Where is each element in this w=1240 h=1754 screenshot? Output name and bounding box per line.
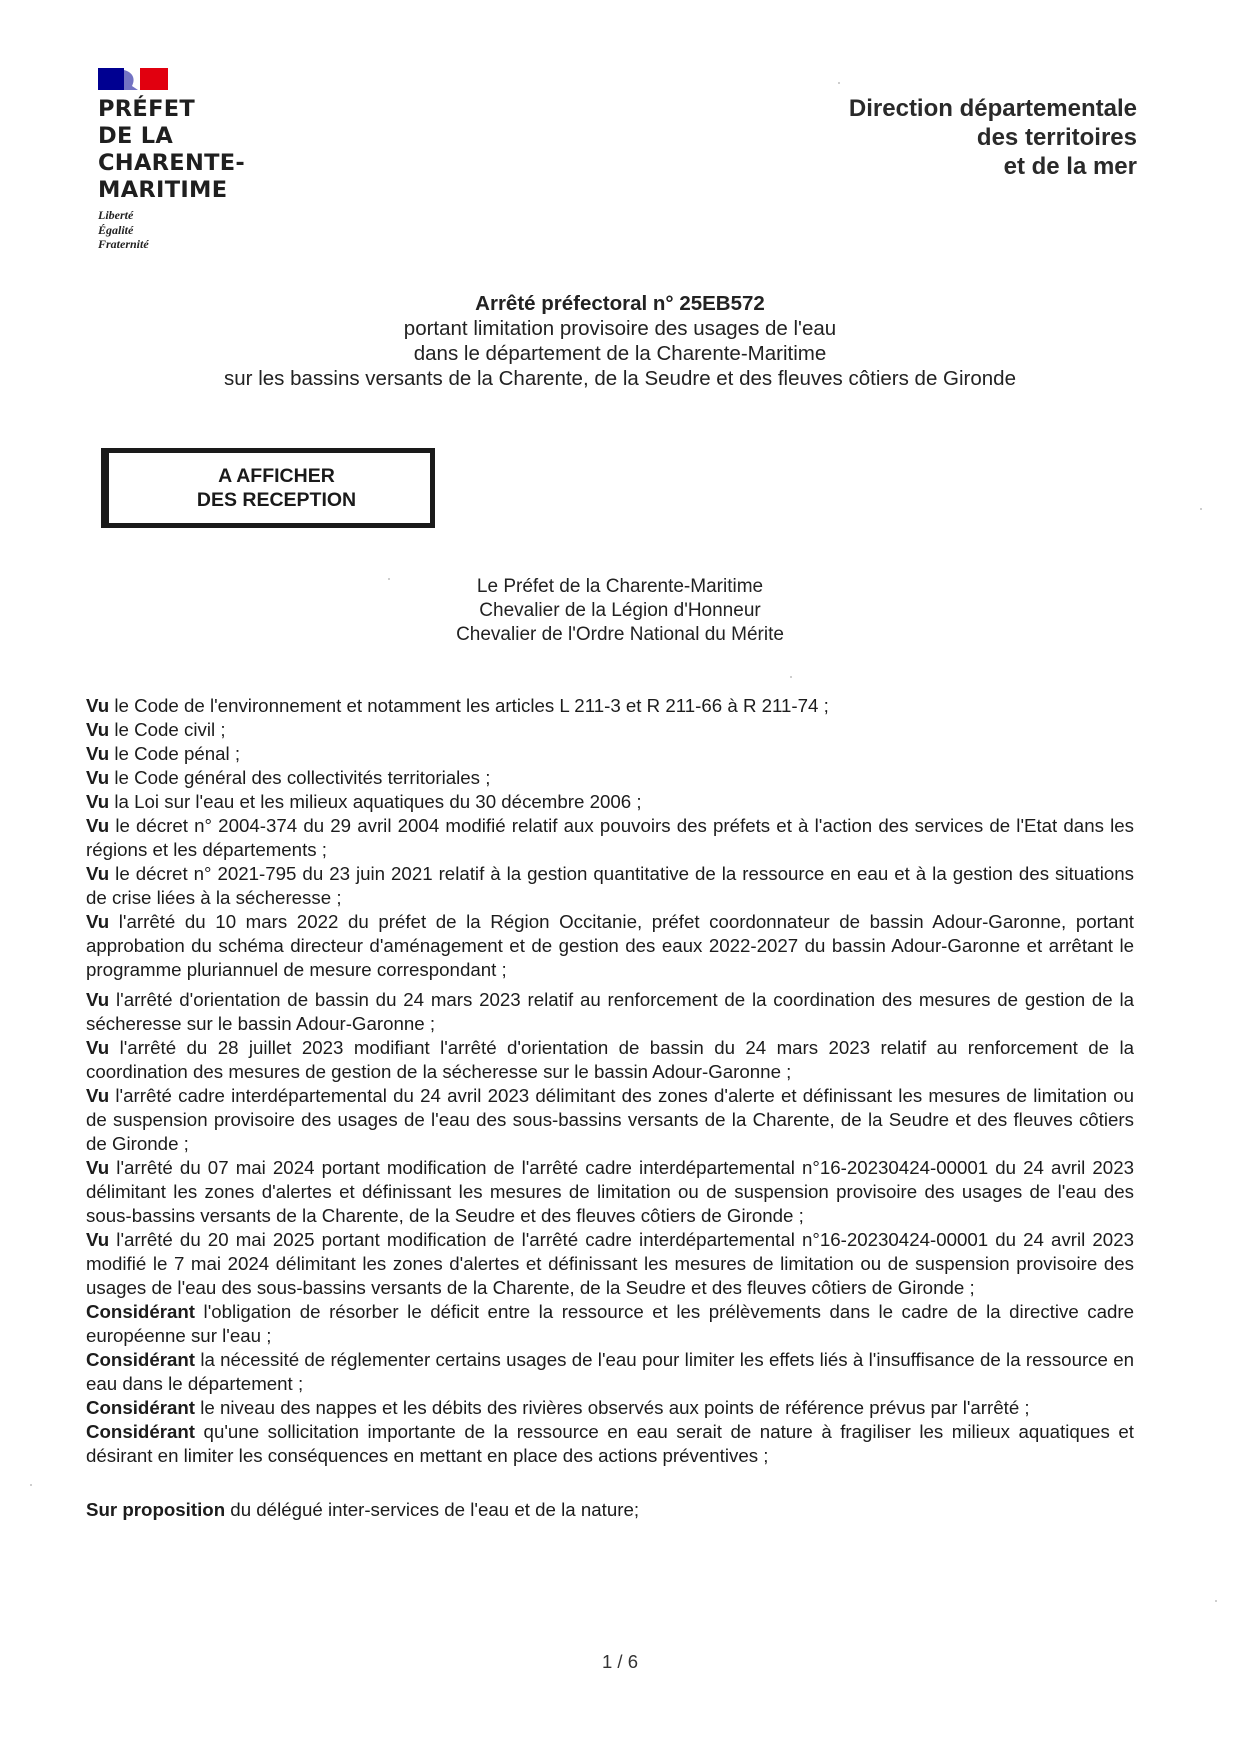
visa-lead: Vu <box>86 863 110 884</box>
visa-paragraph <box>86 742 1134 766</box>
title-line-2: dans le département de la Charente-Maritime <box>413 342 827 365</box>
page-number: 1 / 6 <box>602 1651 638 1672</box>
visa-lead: Considérant <box>86 1421 196 1442</box>
flag-blue-band <box>98 68 124 90</box>
issuing-direction <box>849 94 1137 181</box>
motto-liberte: Liberté <box>98 208 134 222</box>
scan-speck <box>1215 1600 1217 1602</box>
prefect-titles <box>340 575 900 647</box>
visa-text: la Loi sur l'eau et les milieux aquatiques du 30 décembre 2006 ; <box>109 791 642 812</box>
visa-lead: Considérant <box>86 1301 196 1322</box>
visa-text: l'arrêté du 07 mai 2024 portant modification de l'arrêté cadre interdépartemental n°16-20230424-00001 du 24 avril 2023 délimitant les zones d'alertes et définissant les mesures de limitation ou de suspension provisoire des usages de l'eau des sous-bassins versants de la Charente, de la Seudre et des fleuves côtiers de Gironde ; <box>86 1157 1134 1226</box>
republic-motto <box>98 208 318 252</box>
prefect-line-1: Le Préfet de la Charente-Maritime <box>476 576 764 597</box>
visas-section <box>86 694 1134 1522</box>
notice-line-2: DES RECEPTION <box>196 489 357 511</box>
visa-lead: Vu <box>86 1157 110 1178</box>
visa-lead: Vu <box>86 743 110 764</box>
scan-speck <box>1200 508 1202 510</box>
visa-lead: Vu <box>86 989 110 1010</box>
visa-lead: Considérant <box>86 1397 196 1418</box>
scan-speck <box>30 1484 32 1486</box>
visa-lead: Vu <box>86 791 110 812</box>
arrete-number: Arrêté préfectoral n° 25EB572 <box>475 292 765 315</box>
visa-paragraph <box>86 1420 1134 1468</box>
visa-text: le décret n° 2004-374 du 29 avril 2004 modifié relatif aux pouvoirs des préfets et à l'action des services de l'Etat dans les régions et les départements ; <box>86 815 1134 860</box>
visa-text: la nécessité de réglementer certains usages de l'eau pour limiter les effets liés à l'insuffisance de la ressource en eau dans le département ; <box>86 1349 1134 1394</box>
scan-speck <box>388 578 390 580</box>
visa-paragraph <box>86 718 1134 742</box>
arrete-title <box>100 291 1140 391</box>
logo-line-4: MARITIME <box>98 177 228 203</box>
visa-paragraph <box>86 694 1134 718</box>
visa-paragraph <box>86 1348 1134 1396</box>
visa-lead: Considérant <box>86 1349 196 1370</box>
direction-line-2: des territoires <box>976 124 1137 151</box>
visa-text: le Code pénal ; <box>109 743 241 764</box>
visa-text: l'arrêté du 10 mars 2022 du préfet de la Région Occitanie, préfet coordonnateur de bassin Adour-Garonne, portant approbation du schéma directeur d'aménagement et de gestion des eaux 2022-2027 du bassin Adour-Garonne et arrêtant le programme pluriannuel de mesure correspondant ; <box>86 911 1134 980</box>
motto-fraternite: Fraternité <box>98 237 149 251</box>
visa-paragraph <box>86 1036 1134 1084</box>
visa-lead: Vu <box>86 719 110 740</box>
visa-text: le Code de l'environnement et notamment les articles L 211-3 et R 211-66 à R 211-74 ; <box>109 695 829 716</box>
title-line-3: sur les bassins versants de la Charente, de la Seudre et des fleuves côtiers de Gironde <box>224 367 1016 390</box>
visa-text: du délégué inter-services de l'eau et de la nature; <box>225 1499 640 1520</box>
visa-paragraph <box>86 1228 1134 1300</box>
visa-text: l'arrêté cadre interdépartemental du 24 avril 2023 délimitant des zones d'alerte et définissant les mesures de limitation ou de suspension provisoire des usages de l'eau des sous-bassins versants de la Charente, de la Seudre et des fleuves côtiers de Gironde ; <box>86 1085 1134 1154</box>
visa-lead: Vu <box>86 1037 110 1058</box>
logo-line-2: DE LA <box>98 123 174 149</box>
visa-paragraph <box>86 790 1134 814</box>
visa-lead: Sur proposition <box>86 1499 226 1520</box>
visa-paragraph <box>86 1300 1134 1348</box>
visa-paragraph <box>86 988 1134 1036</box>
logo-line-3: CHARENTE- <box>98 150 246 176</box>
visa-paragraph <box>86 910 1134 982</box>
visa-lead: Vu <box>86 911 110 932</box>
visa-lead: Vu <box>86 1229 110 1250</box>
visa-paragraph <box>86 1084 1134 1156</box>
prefect-line-3: Chevalier de l'Ordre National du Mérite <box>456 624 784 645</box>
scan-speck <box>838 82 840 84</box>
title-line-1: portant limitation provisoire des usages de l'eau <box>403 317 837 340</box>
visa-text: l'arrêté du 20 mai 2025 portant modification de l'arrêté cadre interdépartemental n°16-20230424-00001 du 24 avril 2023 modifié le 7 mai 2024 délimitant les zones d'alertes et définissant les mesures de limitation ou de suspension provisoire des usages de l'eau des sous-bassins versants de la Charente, de la Seudre et des fleuves côtiers de Gironde ; <box>86 1229 1134 1298</box>
direction-line-3: et de la mer <box>1003 153 1137 180</box>
flag-red-band <box>140 68 168 90</box>
french-flag-icon <box>98 66 168 92</box>
direction-line-1: Direction départementale <box>848 95 1137 122</box>
visa-paragraph <box>86 1396 1134 1420</box>
visa-text: le Code civil ; <box>109 719 226 740</box>
visa-text: le niveau des nappes et les débits des rivières observés aux points de référence prévus par l'arrêté ; <box>195 1397 1030 1418</box>
visa-paragraph <box>86 1498 1134 1522</box>
visa-text: qu'une sollicitation importante de la ressource en eau serait de nature à fragiliser les milieux aquatiques et désirant en limiter les conséquences en mettant en place des actions préventives ; <box>86 1421 1134 1466</box>
prefect-line-2: Chevalier de la Légion d'Honneur <box>479 600 761 621</box>
visa-lead: Vu <box>86 767 110 788</box>
visa-text: l'arrêté du 28 juillet 2023 modifiant l'arrêté d'orientation de bassin du 24 mars 2023 relatif au renforcement de la coordination des mesures de gestion de la sécheresse sur le bassin Adour-Garonne ; <box>86 1037 1134 1082</box>
prefecture-logo <box>98 66 318 252</box>
visa-text: l'obligation de résorber le déficit entre la ressource et les prélèvements dans le cadre de la directive cadre européenne sur l'eau ; <box>86 1301 1134 1346</box>
logo-wordmark <box>98 96 318 204</box>
notice-line-1: A AFFICHER <box>218 465 335 487</box>
visa-text: le décret n° 2021-795 du 23 juin 2021 relatif à la gestion quantitative de la ressource en eau et à la gestion des situations de crise liées à la sécheresse ; <box>86 863 1134 908</box>
visa-lead: Vu <box>86 1085 110 1106</box>
visa-paragraph <box>86 814 1134 862</box>
visa-paragraph <box>86 862 1134 910</box>
visa-lead: Vu <box>86 815 110 836</box>
visa-text: l'arrêté d'orientation de bassin du 24 mars 2023 relatif au renforcement de la coordination des mesures de gestion de la sécheresse sur le bassin Adour-Garonne ; <box>86 989 1134 1034</box>
visa-paragraph <box>86 1156 1134 1228</box>
visa-lead: Vu <box>86 695 110 716</box>
visa-paragraph <box>86 766 1134 790</box>
motto-egalite: Égalité <box>98 222 134 237</box>
posting-notice-box <box>101 448 435 528</box>
visa-text: le Code général des collectivités territoriales ; <box>109 767 491 788</box>
scan-speck <box>790 676 792 678</box>
logo-line-1: PRÉFET <box>98 96 196 122</box>
